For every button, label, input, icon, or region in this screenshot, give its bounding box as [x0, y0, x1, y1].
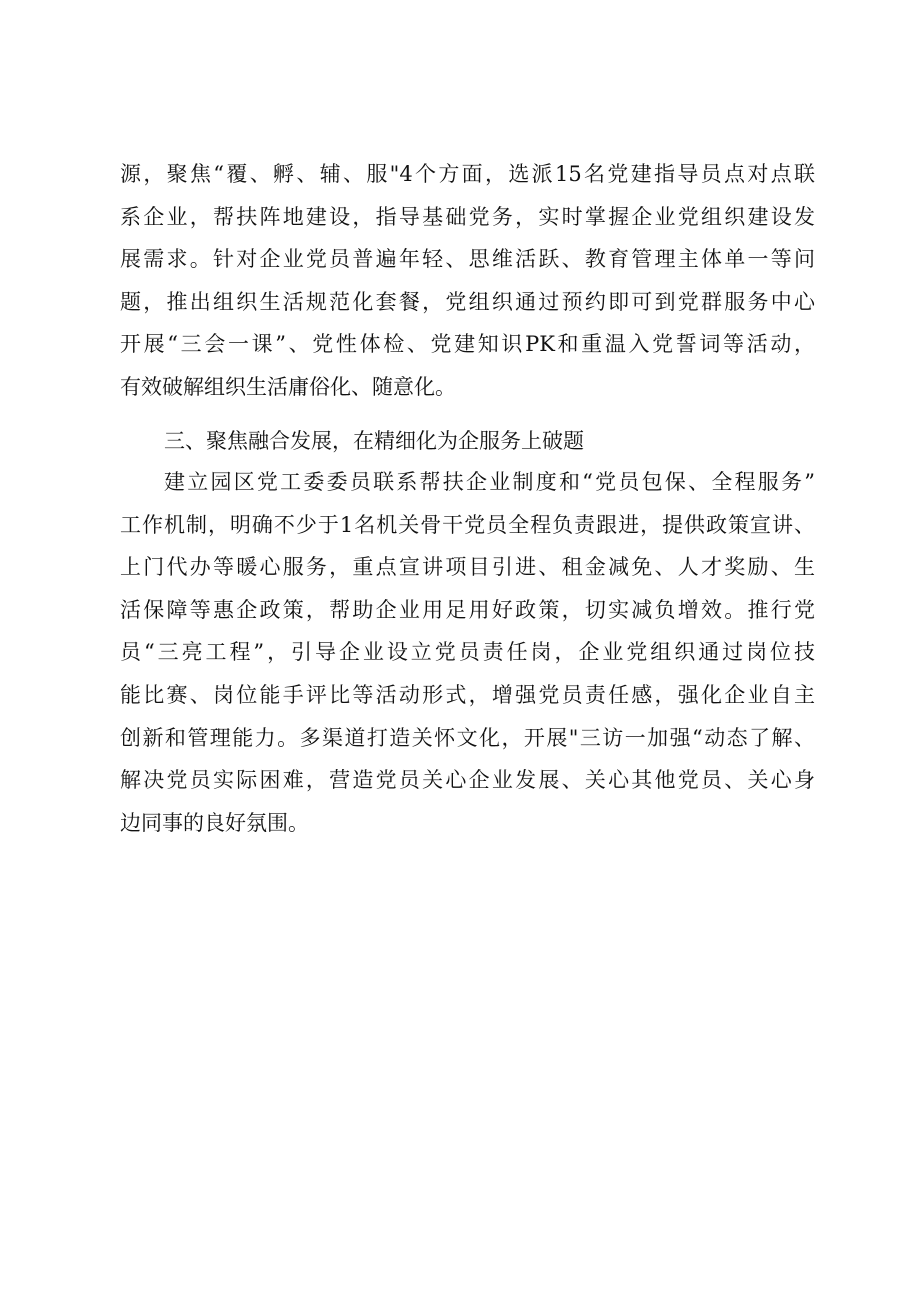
paragraph-line: 解决党员实际困难，营造党员关心企业发展、关心其他党员、关心身	[120, 768, 815, 793]
paragraph-line: 开展“三会一课”、党性体检、党建知识PK和重温入党誓词等活动，	[120, 332, 815, 357]
paragraph-line: 能比赛、岗位能手评比等活动形式，增强党员责任感，强化企业自主	[120, 682, 815, 707]
paragraph-line: 源，聚焦“覆、孵、辅、服"4个方面，选派15名党建指导员点对点联	[120, 162, 815, 186]
section-heading: 三、聚焦融合发展，在精细化为企服务上破题	[164, 429, 584, 453]
paragraph-line: 题，推出组织生活规范化套餐，党组织通过预约即可到党群服务中心	[120, 289, 815, 314]
paragraph-section-3	[120, 461, 815, 844]
paragraph-line: 系企业，帮扶阵地建设，指导基础党务，实时掌握企业党组织建设发	[120, 204, 815, 229]
paragraph-line: 工作机制，明确不少于1名机关骨干党员全程负责跟进，提供政策宣讲、	[120, 512, 815, 537]
paragraph-line: 展需求。针对企业党员普遍年轻、思维活跃、教育管理主体单一等问	[120, 247, 815, 272]
paragraph-line: 建立园区党工委委员联系帮扶企业制度和“党员包保、全程服务”	[164, 470, 815, 494]
paragraph-line: 创新和管理能力。多渠道打造关怀文化，开展"三访一加强“动态了解、	[120, 725, 815, 750]
paragraph-line: 员“三亮工程”，引导企业设立党员责任岗，企业党组织通过岗位技	[120, 640, 815, 665]
paragraph-line: 有效破解组织生活庸俗化、随意化。	[120, 374, 456, 399]
paragraph-line: 活保障等惠企政策，帮助企业用足用好政策，切实减负增效。推行党	[120, 597, 815, 622]
paragraph-continued	[120, 153, 815, 409]
paragraph-line: 上门代办等暖心服务，重点宣讲项目引进、租金减免、人才奖励、生	[120, 555, 815, 580]
paragraph-line: 边同事的良好氛围。	[120, 810, 309, 835]
